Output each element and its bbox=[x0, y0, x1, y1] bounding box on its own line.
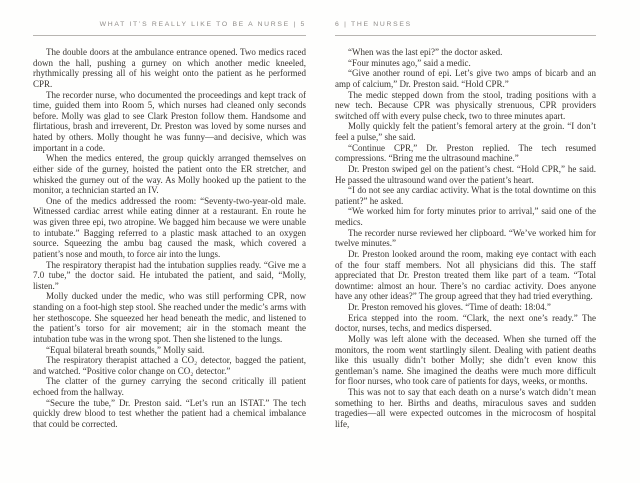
paragraph: The respiratory therapist attached a CO₂ detector, bagged the patient, and watched. “Positive color change on CO₂ detector.” bbox=[33, 355, 306, 376]
running-head-left bbox=[33, 21, 306, 31]
paragraph: Dr. Preston looked around the room, making eye contact with each of the four staff members. Not all physicians did this. The staff appreciated that Dr. Preston treated them like part of a team. “Total downtime: almost an hour. There’s no cardiac activity. Does anyone have any other ideas?” The group agreed that they had tried everything. bbox=[335, 248, 596, 302]
running-head-right bbox=[335, 21, 596, 31]
paragraph: Molly quickly felt the patient’s femoral artery at the groin. “I don’t feel a pulse,” she said. bbox=[335, 121, 596, 142]
paragraph: The double doors at the ambulance entrance opened. Two medics raced down the hall, pushing a gurney on which another medic kneeled, rhythmically pressing all of his weight onto the patient as he performed CPR. bbox=[33, 47, 306, 89]
paragraph: “Equal bilateral breath sounds,” Molly said. bbox=[46, 344, 205, 355]
header-rule-left bbox=[33, 35, 306, 36]
paragraph: The respiratory therapist had the intubation supplies ready. “Give me a 7.0 tube,” the doctor said. He intubated the patient, and said, “Molly, listen.” bbox=[33, 259, 306, 291]
header-rule-right bbox=[335, 35, 596, 36]
paragraph: When the medics entered, the group quickly arranged themselves on either side of the gurney, hoisted the patient onto the ER stretcher, and whisked the gurney out of the way. As Molly hooked up the patient to the monitor, a technician started an IV. bbox=[33, 153, 306, 196]
paragraph: Molly was left alone with the deceased. When she turned off the monitors, the room went startlingly silent. Dealing with patient deaths like this usually didn’t bother Molly; she didn’t even know this gentleman’s name. She imagined the deaths were much more difficult for floor nurses, who took care of patients for days, weeks, or months. bbox=[335, 333, 596, 387]
paragraph: Dr. Preston swiped gel on the patient’s chest. “Hold CPR,” he said. He passed the ultrasound wand over the patient’s heart. bbox=[335, 163, 596, 185]
paragraph: “We worked him for forty minutes prior to arrival,” said one of the medics. bbox=[335, 206, 596, 227]
left-page bbox=[33, 21, 306, 430]
paragraph: Molly ducked under the medic, who was still performing CPR, now standing on a foot-high step stool. She reached under the medic’s arms with her stethoscope. She squeezed her head beneath the medic, and listened to the patient’s torso for air movement; air in the stomach meant the intubation tube was in the wrong spot. Then she listened to the lungs. bbox=[33, 291, 306, 344]
right-page bbox=[335, 21, 596, 430]
paragraph: “When was the last epi?” the doctor asked. bbox=[348, 47, 503, 57]
left-page-body bbox=[33, 47, 306, 430]
running-head-right-text: 6 | THE NURSES bbox=[335, 21, 412, 28]
paragraph: One of the medics addressed the room: “Seventy-two-year-old male. Witnessed cardiac arrest while eating dinner at a restaurant. En route he was given three epi, two atropine. We bagged him because we were unable to intubate.” Bagging referred to a plastic mask attached to an oxygen source. Squeezing the ambu bag caused the mask, which covered a patient’s nose and mouth, to force air into the lungs. bbox=[33, 195, 306, 259]
paragraph: The recorder nurse reviewed her clipboard. “We’ve worked him for twelve minutes.” bbox=[335, 227, 596, 249]
paragraph: The medic stepped down from the stool, trading positions with a new tech. Because CPR was physically strenuous, CPR providers switched off with every pulse check, two to three minutes apart. bbox=[335, 89, 596, 121]
paragraph: “I do not see any cardiac activity. What is the total downtime on this patient?” he asked. bbox=[335, 185, 596, 206]
running-head-left-text: WHAT IT’S REALLY LIKE TO BE A NURSE | 5 bbox=[99, 21, 306, 28]
paragraph: Erica stepped into the room. “Clark, the next one’s ready.” The doctor, nurses, techs, and medics dispersed. bbox=[335, 312, 596, 334]
paragraph: “Give another round of epi. Let’s give two amps of bicarb and an amp of calcium,” Dr. Preston said. “Hold CPR.” bbox=[335, 68, 596, 89]
paragraph: “Four minutes ago,” said a medic. bbox=[348, 57, 471, 68]
paragraph: “Continue CPR,” Dr. Preston replied. The tech resumed compressions. “Bring me the ultrasound machine.” bbox=[335, 142, 596, 164]
paragraph: The recorder nurse, who documented the proceedings and kept track of time, guided them into Room 5, which nurses had cleaned only seconds before. Molly was glad to see Clark Preston follow them. Handsome and flirtatious, brash and irreverent, Dr. Preston was loved by some nurses and hated by others. Molly thought he was funny—and decisive, which was important in a code. bbox=[33, 89, 306, 153]
right-page-body bbox=[335, 47, 596, 430]
paragraph: This was not to say that each death on a nurse’s watch didn’t mean something to her. Births and deaths, miraculous saves and sudden tragedies—all were expected outcomes in the microcosm of hospital life, bbox=[335, 387, 596, 429]
paragraph: Dr. Preston removed his gloves. “Time of death: 18:04.” bbox=[348, 302, 551, 312]
paragraph: “Secure the tube,” Dr. Preston said. “Let’s run an ISTAT.” The tech quickly drew blood to test whether the patient had a chemical imbalance that could be corrected. bbox=[33, 397, 306, 429]
paragraph: The clatter of the gurney carrying the second critically ill patient echoed from the hallway. bbox=[33, 376, 306, 397]
